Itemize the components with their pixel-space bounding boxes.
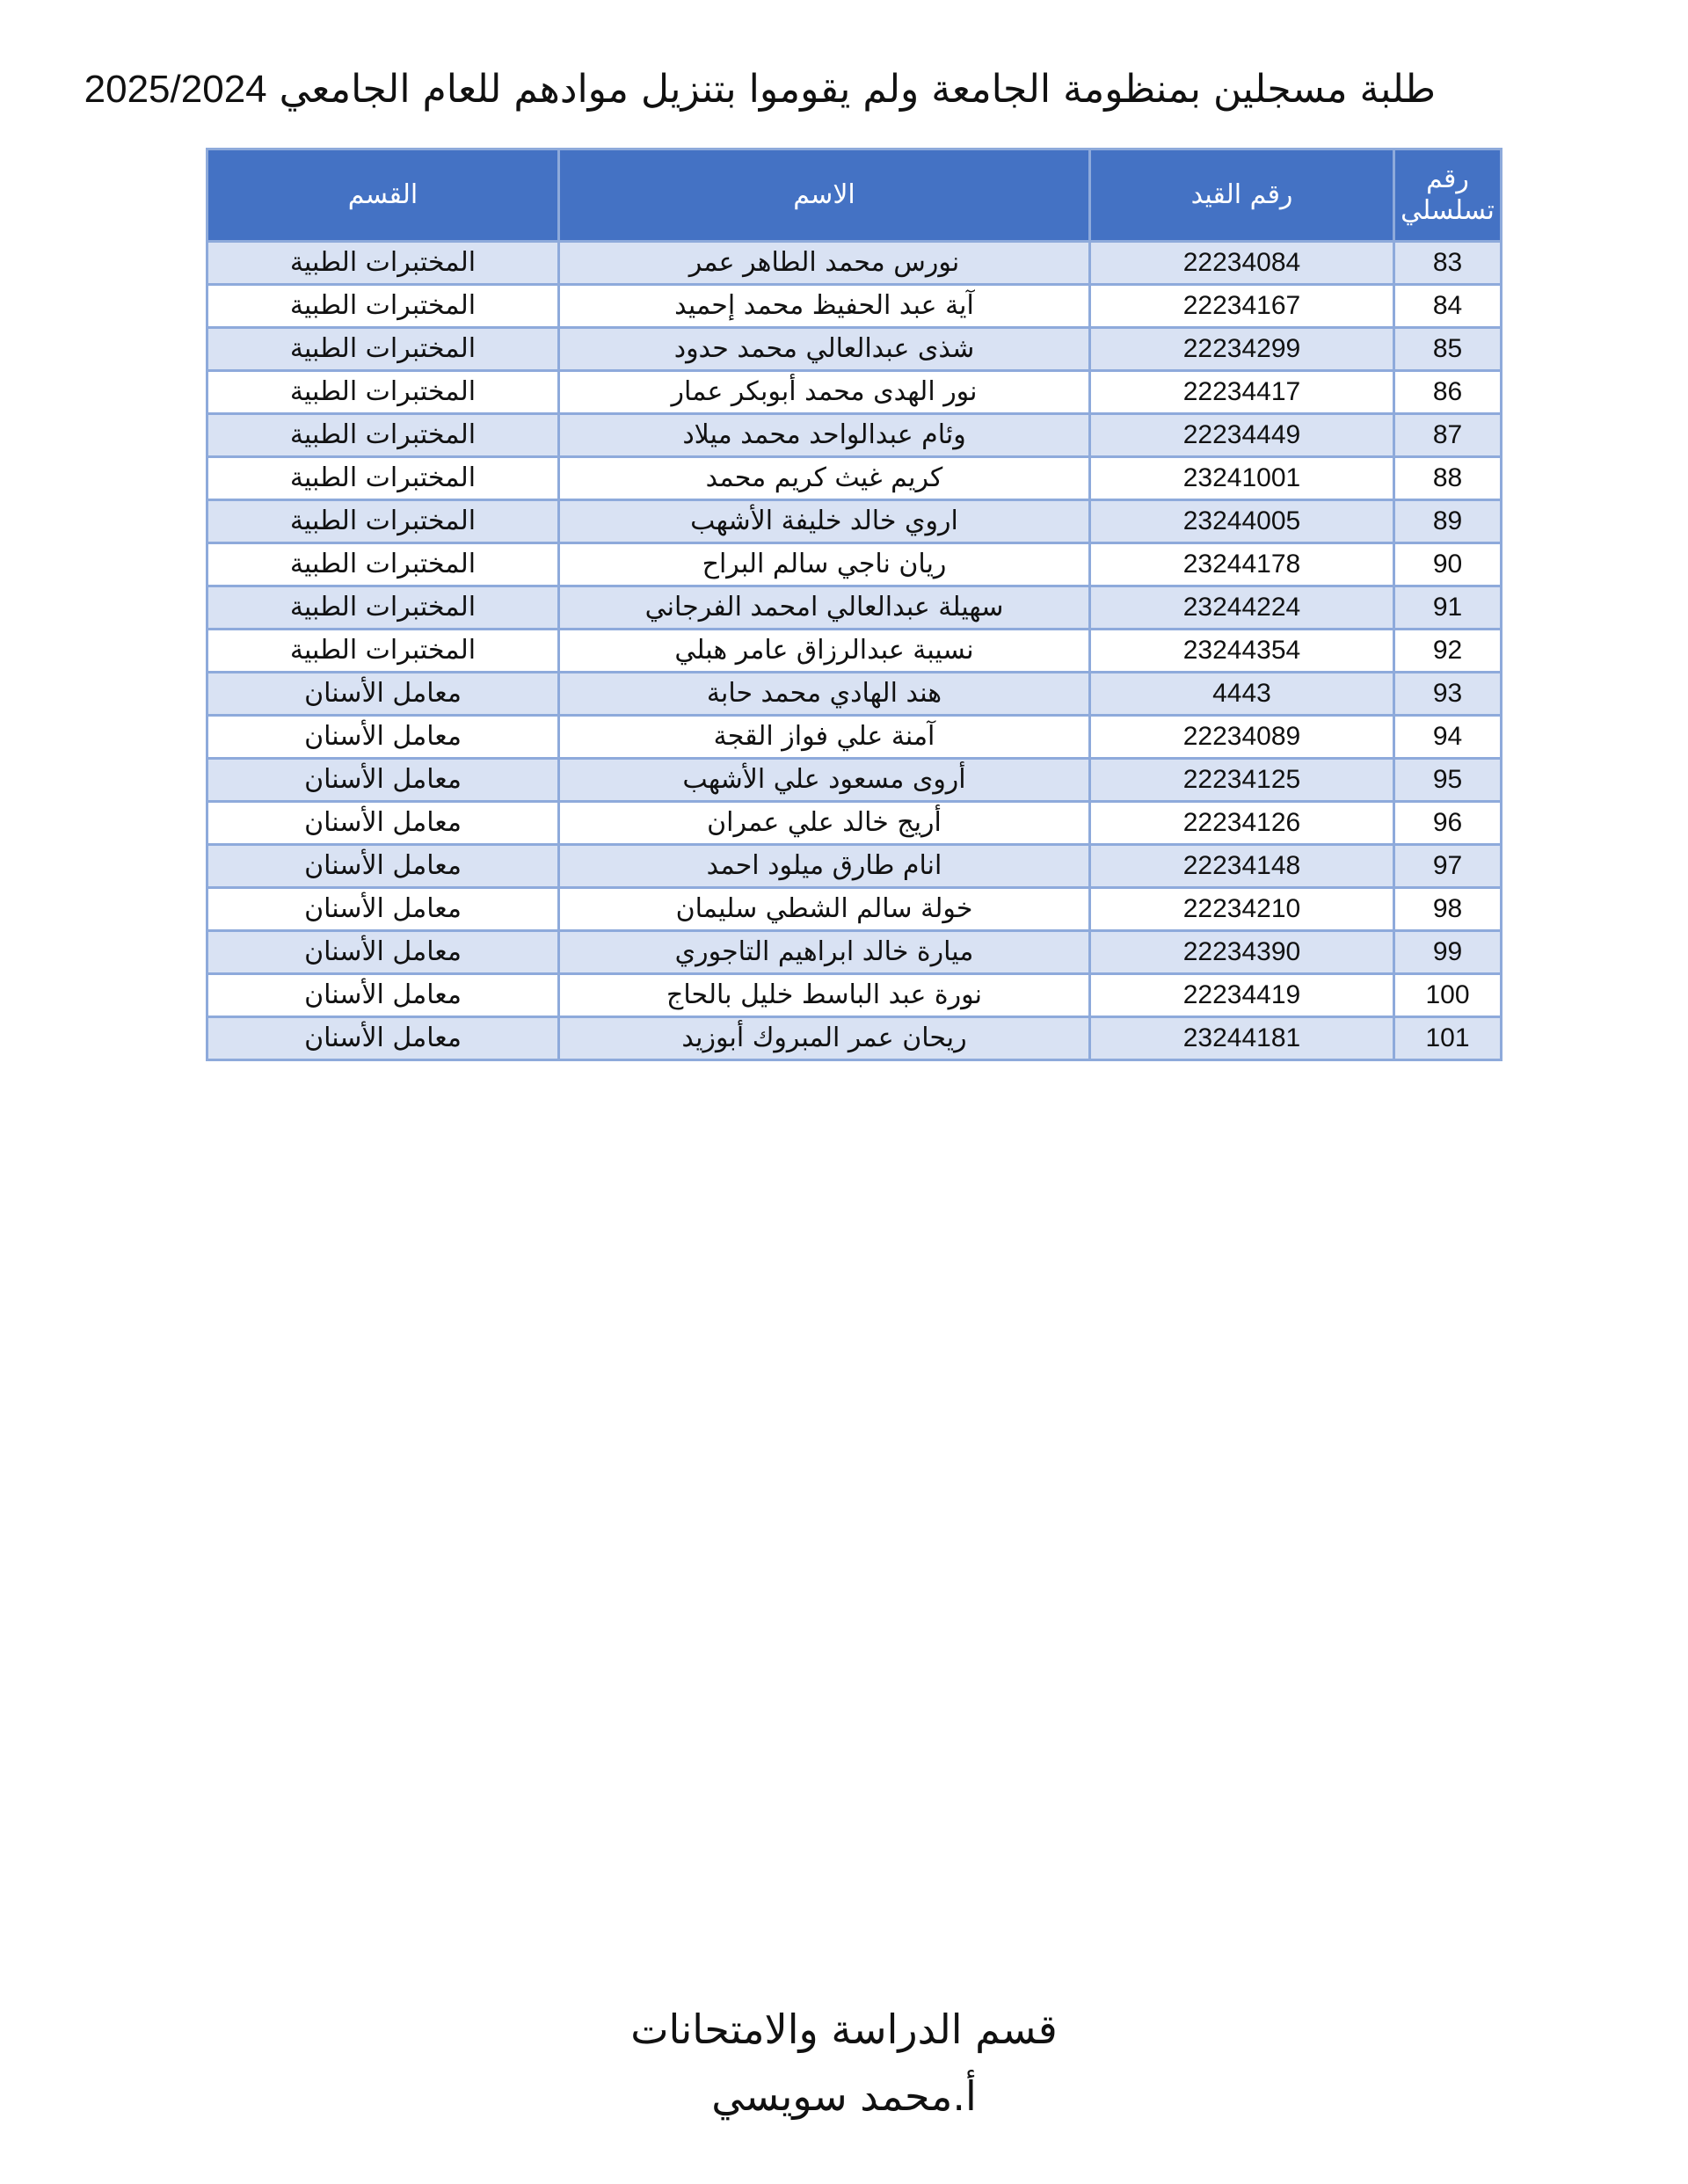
department-cell: معامل الأسنان bbox=[207, 802, 559, 845]
table-row bbox=[207, 888, 1502, 931]
registration-cell: 22234167 bbox=[1090, 285, 1394, 328]
table-row bbox=[207, 759, 1502, 802]
name-cell: أروى مسعود علي الأشهب bbox=[559, 759, 1090, 802]
serial-cell: 100 bbox=[1394, 974, 1502, 1017]
footer-department: قسم الدراسة والامتحانات bbox=[630, 2006, 1058, 2053]
header-serial-line1: رقم bbox=[1426, 164, 1469, 194]
table-row bbox=[207, 716, 1502, 759]
header-serial bbox=[1394, 149, 1502, 242]
department-cell: المختبرات الطبية bbox=[207, 328, 559, 371]
department-cell: المختبرات الطبية bbox=[207, 543, 559, 586]
registration-cell: 22234125 bbox=[1090, 759, 1394, 802]
serial-cell: 92 bbox=[1394, 630, 1502, 673]
serial-cell: 87 bbox=[1394, 414, 1502, 457]
name-cell: كريم غيث كريم محمد bbox=[559, 457, 1090, 500]
serial-cell: 89 bbox=[1394, 500, 1502, 543]
registration-cell: 23244178 bbox=[1090, 543, 1394, 586]
department-cell: معامل الأسنان bbox=[207, 931, 559, 974]
department-cell: المختبرات الطبية bbox=[207, 414, 559, 457]
registration-cell: 23244224 bbox=[1090, 586, 1394, 630]
name-cell: آية عبد الحفيظ محمد إحميد bbox=[559, 285, 1090, 328]
serial-cell: 84 bbox=[1394, 285, 1502, 328]
department-cell: المختبرات الطبية bbox=[207, 457, 559, 500]
table-row bbox=[207, 414, 1502, 457]
serial-cell: 96 bbox=[1394, 802, 1502, 845]
department-cell: المختبرات الطبية bbox=[207, 371, 559, 414]
header-department: القسم bbox=[207, 149, 559, 242]
roster-table-container bbox=[206, 148, 1500, 1061]
table-row bbox=[207, 630, 1502, 673]
department-cell: المختبرات الطبية bbox=[207, 285, 559, 328]
registration-cell: 22234299 bbox=[1090, 328, 1394, 371]
department-cell: معامل الأسنان bbox=[207, 673, 559, 716]
table-row bbox=[207, 1017, 1502, 1060]
registration-cell: 22234148 bbox=[1090, 845, 1394, 888]
name-cell: نور الهدى محمد أبوبكر عمار bbox=[559, 371, 1090, 414]
department-cell: معامل الأسنان bbox=[207, 888, 559, 931]
serial-cell: 99 bbox=[1394, 931, 1502, 974]
department-cell: معامل الأسنان bbox=[207, 759, 559, 802]
name-cell: اروي خالد خليفة الأشهب bbox=[559, 500, 1090, 543]
department-cell: معامل الأسنان bbox=[207, 974, 559, 1017]
serial-cell: 85 bbox=[1394, 328, 1502, 371]
table-row bbox=[207, 586, 1502, 630]
registration-cell: 4443 bbox=[1090, 673, 1394, 716]
serial-cell: 95 bbox=[1394, 759, 1502, 802]
registration-cell: 22234390 bbox=[1090, 931, 1394, 974]
name-cell: ريحان عمر المبروك أبوزيد bbox=[559, 1017, 1090, 1060]
name-cell: ميارة خالد ابراهيم التاجوري bbox=[559, 931, 1090, 974]
table-row bbox=[207, 371, 1502, 414]
registration-cell: 22234449 bbox=[1090, 414, 1394, 457]
registration-cell: 22234419 bbox=[1090, 974, 1394, 1017]
title-text: طلبة مسجلين بمنظومة الجامعة ولم يقوموا بتنزيل موادهم للعام الجامعي bbox=[279, 67, 1436, 112]
registration-cell: 22234089 bbox=[1090, 716, 1394, 759]
signature-block bbox=[492, 1996, 1196, 2129]
serial-cell: 94 bbox=[1394, 716, 1502, 759]
table-row bbox=[207, 931, 1502, 974]
registration-cell: 23244181 bbox=[1090, 1017, 1394, 1060]
department-cell: المختبرات الطبية bbox=[207, 500, 559, 543]
table-row bbox=[207, 673, 1502, 716]
name-cell: انام طارق ميلود احمد bbox=[559, 845, 1090, 888]
name-cell: ريان ناجي سالم البراح bbox=[559, 543, 1090, 586]
name-cell: أريج خالد علي عمران bbox=[559, 802, 1090, 845]
name-cell: خولة سالم الشطي سليمان bbox=[559, 888, 1090, 931]
name-cell: وئام عبدالواحد محمد ميلاد bbox=[559, 414, 1090, 457]
name-cell: شذى عبدالعالي محمد حدود bbox=[559, 328, 1090, 371]
serial-cell: 83 bbox=[1394, 242, 1502, 285]
header-serial-line2: تسلسلي bbox=[1401, 195, 1495, 226]
header-registration: رقم القيد bbox=[1090, 149, 1394, 242]
department-cell: معامل الأسنان bbox=[207, 716, 559, 759]
serial-cell: 86 bbox=[1394, 371, 1502, 414]
name-cell: نسيبة عبدالرزاق عامر هبلي bbox=[559, 630, 1090, 673]
registration-cell: 22234417 bbox=[1090, 371, 1394, 414]
name-cell: هند الهادي محمد حابة bbox=[559, 673, 1090, 716]
registration-cell: 23244354 bbox=[1090, 630, 1394, 673]
table-row bbox=[207, 242, 1502, 285]
department-cell: المختبرات الطبية bbox=[207, 630, 559, 673]
name-cell: سهيلة عبدالعالي امحمد الفرجاني bbox=[559, 586, 1090, 630]
registration-cell: 22234210 bbox=[1090, 888, 1394, 931]
registration-cell: 22234126 bbox=[1090, 802, 1394, 845]
department-cell: معامل الأسنان bbox=[207, 1017, 559, 1060]
serial-cell: 90 bbox=[1394, 543, 1502, 586]
table-header-row bbox=[207, 149, 1502, 242]
footer-signatory: أ.محمد سويسي bbox=[711, 2072, 977, 2120]
table-row bbox=[207, 974, 1502, 1017]
name-cell: نورس محمد الطاهر عمر bbox=[559, 242, 1090, 285]
title-year: 2025/2024 bbox=[84, 68, 267, 111]
table-body bbox=[207, 242, 1502, 1060]
roster-table bbox=[206, 148, 1502, 1061]
registration-cell: 23244005 bbox=[1090, 500, 1394, 543]
header-name: الاسم bbox=[559, 149, 1090, 242]
table-row bbox=[207, 543, 1502, 586]
page-title bbox=[84, 63, 1436, 116]
table-row bbox=[207, 457, 1502, 500]
registration-cell: 23241001 bbox=[1090, 457, 1394, 500]
table-row bbox=[207, 802, 1502, 845]
department-cell: المختبرات الطبية bbox=[207, 242, 559, 285]
serial-cell: 97 bbox=[1394, 845, 1502, 888]
table-row bbox=[207, 285, 1502, 328]
table-row bbox=[207, 328, 1502, 371]
department-cell: معامل الأسنان bbox=[207, 845, 559, 888]
serial-cell: 98 bbox=[1394, 888, 1502, 931]
department-cell: المختبرات الطبية bbox=[207, 586, 559, 630]
serial-cell: 101 bbox=[1394, 1017, 1502, 1060]
name-cell: آمنة علي فواز القجة bbox=[559, 716, 1090, 759]
serial-cell: 88 bbox=[1394, 457, 1502, 500]
registration-cell: 22234084 bbox=[1090, 242, 1394, 285]
serial-cell: 91 bbox=[1394, 586, 1502, 630]
table-row bbox=[207, 845, 1502, 888]
serial-cell: 93 bbox=[1394, 673, 1502, 716]
table-row bbox=[207, 500, 1502, 543]
name-cell: نورة عبد الباسط خليل بالحاج bbox=[559, 974, 1090, 1017]
